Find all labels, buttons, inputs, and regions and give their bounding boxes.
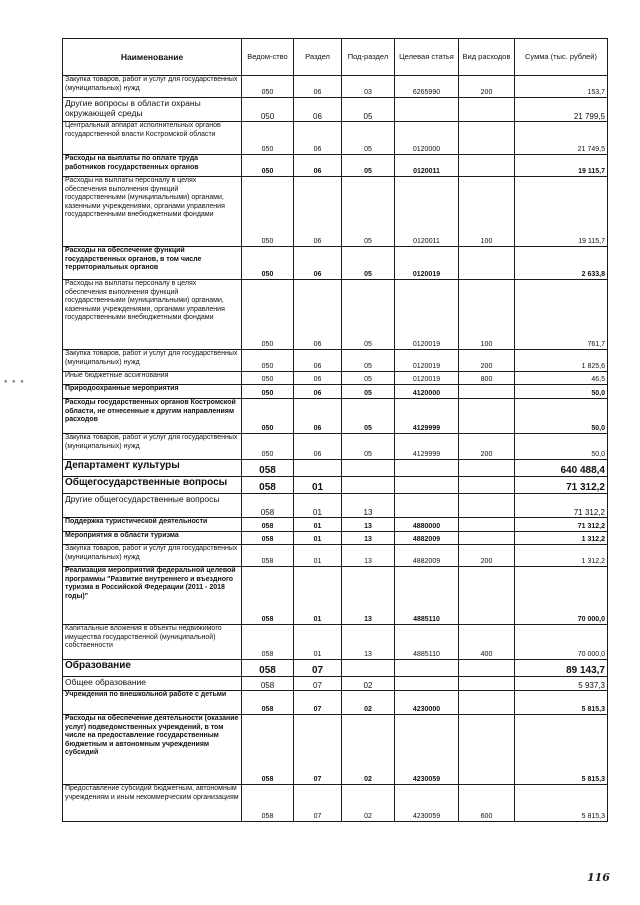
header-podrazdel: Под-раздел <box>342 39 395 76</box>
row-vid <box>459 460 515 477</box>
row-summa: 1 825,6 <box>515 350 608 372</box>
row-summa: 19 115,7 <box>515 177 608 247</box>
row-razdel: 06 <box>294 280 342 350</box>
row-vid <box>459 494 515 518</box>
table-row <box>63 660 608 677</box>
table-row <box>63 155 608 177</box>
row-vid: 100 <box>459 177 515 247</box>
row-name: Закупка товаров, работ и услуг для государственных (муниципальных) нужд <box>63 434 242 460</box>
row-vid <box>459 98 515 122</box>
row-celevaya <box>395 98 459 122</box>
row-podrazdel: 03 <box>342 76 395 98</box>
row-razdel <box>294 460 342 477</box>
row-name: Образование <box>63 660 242 677</box>
page-number-mark: 116 <box>587 871 610 884</box>
row-razdel: 06 <box>294 434 342 460</box>
row-name: Учреждения по внешкольной работе с детьми <box>63 691 242 715</box>
table-row <box>63 385 608 399</box>
row-razdel: 07 <box>294 715 342 785</box>
row-celevaya <box>395 660 459 677</box>
row-vedomstvo: 058 <box>242 625 294 660</box>
row-summa: 70 000,0 <box>515 567 608 625</box>
row-celevaya: 4885110 <box>395 625 459 660</box>
row-razdel: 07 <box>294 785 342 822</box>
row-vid <box>459 677 515 691</box>
row-podrazdel: 05 <box>342 372 395 385</box>
header-vedomstvo: Ведом-ство <box>242 39 294 76</box>
row-razdel: 06 <box>294 177 342 247</box>
row-celevaya: 0120000 <box>395 122 459 155</box>
table-row <box>63 518 608 532</box>
row-vid: 800 <box>459 372 515 385</box>
row-celevaya <box>395 460 459 477</box>
row-summa: 70 000,0 <box>515 625 608 660</box>
header-celevaya: Целевая статья <box>395 39 459 76</box>
table-row <box>63 715 608 785</box>
row-razdel: 01 <box>294 518 342 532</box>
row-podrazdel: 05 <box>342 350 395 372</box>
row-celevaya: 4120000 <box>395 385 459 399</box>
row-name: Департамент культуры <box>63 460 242 477</box>
row-celevaya: 0120019 <box>395 247 459 280</box>
row-vedomstvo: 050 <box>242 155 294 177</box>
row-razdel: 01 <box>294 477 342 494</box>
row-podrazdel: 05 <box>342 434 395 460</box>
row-vid: 600 <box>459 785 515 822</box>
row-podrazdel: 13 <box>342 545 395 567</box>
row-celevaya: 6265990 <box>395 76 459 98</box>
row-vedomstvo: 058 <box>242 477 294 494</box>
row-summa: 5 815,3 <box>515 715 608 785</box>
row-vid <box>459 247 515 280</box>
table-row <box>63 460 608 477</box>
row-name: Общее образование <box>63 677 242 691</box>
row-name: Закупка товаров, работ и услуг для государственных (муниципальных) нужд <box>63 76 242 98</box>
header-razdel: Раздел <box>294 39 342 76</box>
row-razdel: 06 <box>294 399 342 434</box>
row-summa: 5 815,3 <box>515 785 608 822</box>
row-vedomstvo: 050 <box>242 122 294 155</box>
row-vedomstvo: 050 <box>242 247 294 280</box>
row-celevaya: 4880000 <box>395 518 459 532</box>
row-podrazdel: 05 <box>342 177 395 247</box>
row-name: Мероприятия в области туризма <box>63 532 242 545</box>
row-vedomstvo: 050 <box>242 280 294 350</box>
row-vid <box>459 660 515 677</box>
row-vedomstvo: 050 <box>242 372 294 385</box>
row-celevaya: 4230059 <box>395 785 459 822</box>
row-summa: 50,0 <box>515 385 608 399</box>
row-podrazdel: 13 <box>342 532 395 545</box>
row-name: Поддержка туристической деятельности <box>63 518 242 532</box>
row-podrazdel: 05 <box>342 98 395 122</box>
row-vedomstvo: 058 <box>242 660 294 677</box>
row-summa: 21 749,5 <box>515 122 608 155</box>
table-row <box>63 545 608 567</box>
table-row <box>63 434 608 460</box>
row-vedomstvo: 050 <box>242 385 294 399</box>
row-razdel: 06 <box>294 247 342 280</box>
row-name: Природоохранные мероприятия <box>63 385 242 399</box>
row-vedomstvo: 050 <box>242 177 294 247</box>
row-celevaya <box>395 477 459 494</box>
row-name: Иные бюджетные ассигнования <box>63 372 242 385</box>
row-vedomstvo: 058 <box>242 494 294 518</box>
row-vedomstvo: 058 <box>242 532 294 545</box>
row-razdel: 01 <box>294 494 342 518</box>
row-vedomstvo: 058 <box>242 715 294 785</box>
row-podrazdel: 05 <box>342 385 395 399</box>
row-vedomstvo: 050 <box>242 98 294 122</box>
row-celevaya <box>395 494 459 518</box>
row-celevaya: 4882009 <box>395 545 459 567</box>
row-vedomstvo: 058 <box>242 567 294 625</box>
row-podrazdel: 05 <box>342 155 395 177</box>
row-summa: 640 488,4 <box>515 460 608 477</box>
row-summa: 71 312,2 <box>515 518 608 532</box>
row-podrazdel: 13 <box>342 518 395 532</box>
row-vedomstvo: 058 <box>242 518 294 532</box>
row-podrazdel: 02 <box>342 691 395 715</box>
header-vid: Вид расходов <box>459 39 515 76</box>
row-celevaya <box>395 677 459 691</box>
edge-mark: • • • <box>3 378 25 388</box>
row-name: Общегосударственные вопросы <box>63 477 242 494</box>
row-podrazdel <box>342 660 395 677</box>
row-vedomstvo: 050 <box>242 350 294 372</box>
row-name: Другие вопросы в области охраны окружающей среды <box>63 98 242 122</box>
row-summa: 50,0 <box>515 399 608 434</box>
row-vedomstvo: 050 <box>242 76 294 98</box>
row-vid <box>459 518 515 532</box>
table-body <box>63 76 608 822</box>
row-vid <box>459 691 515 715</box>
row-vid <box>459 715 515 785</box>
row-vedomstvo: 058 <box>242 785 294 822</box>
row-vid: 200 <box>459 350 515 372</box>
row-razdel: 01 <box>294 545 342 567</box>
row-summa: 1 312,2 <box>515 532 608 545</box>
table-row <box>63 532 608 545</box>
row-vid <box>459 532 515 545</box>
row-name: Расходы на обеспечение функций государственных органов, в том числе территориальных органов <box>63 247 242 280</box>
row-name: Расходы на обеспечение деятельности (оказание услуг) подведомственных учреждений, в том числе на предоставление государственным бюджетным и автономным учреждениям субсидий <box>63 715 242 785</box>
table-row <box>63 98 608 122</box>
row-razdel: 01 <box>294 567 342 625</box>
row-name: Расходы государственных органов Костромской области, не отнесенные к другим направлениям расходов <box>63 399 242 434</box>
row-summa: 5 937,3 <box>515 677 608 691</box>
table-row <box>63 350 608 372</box>
row-podrazdel: 02 <box>342 677 395 691</box>
row-razdel: 06 <box>294 76 342 98</box>
header-summa: Сумма (тыс. рублей) <box>515 39 608 76</box>
row-celevaya: 4129999 <box>395 434 459 460</box>
row-summa: 71 312,2 <box>515 494 608 518</box>
row-vid: 400 <box>459 625 515 660</box>
row-summa: 761,7 <box>515 280 608 350</box>
table-row <box>63 785 608 822</box>
row-name: Капитальные вложения в объекты недвижимого имущества государственной (муниципальной) собственности <box>63 625 242 660</box>
row-vid <box>459 399 515 434</box>
row-vid <box>459 155 515 177</box>
row-name: Закупка товаров, работ и услуг для государственных (муниципальных) нужд <box>63 545 242 567</box>
row-vedomstvo: 058 <box>242 677 294 691</box>
row-vid: 100 <box>459 280 515 350</box>
row-razdel: 07 <box>294 660 342 677</box>
row-razdel: 06 <box>294 122 342 155</box>
row-summa: 153,7 <box>515 76 608 98</box>
row-razdel: 06 <box>294 385 342 399</box>
table-header-row <box>63 39 608 76</box>
table-row <box>63 372 608 385</box>
row-podrazdel: 05 <box>342 280 395 350</box>
row-podrazdel <box>342 477 395 494</box>
row-celevaya: 0120019 <box>395 372 459 385</box>
row-name: Закупка товаров, работ и услуг для государственных (муниципальных) нужд <box>63 350 242 372</box>
row-vid <box>459 567 515 625</box>
row-vid: 200 <box>459 434 515 460</box>
row-razdel: 06 <box>294 98 342 122</box>
row-podrazdel: 13 <box>342 625 395 660</box>
table-row <box>63 625 608 660</box>
header-name: Наименование <box>63 39 242 76</box>
row-vid: 200 <box>459 76 515 98</box>
row-summa: 19 115,7 <box>515 155 608 177</box>
row-vedomstvo: 058 <box>242 460 294 477</box>
row-celevaya: 4230000 <box>395 691 459 715</box>
table-row <box>63 247 608 280</box>
row-celevaya: 4882009 <box>395 532 459 545</box>
row-podrazdel: 05 <box>342 399 395 434</box>
row-summa: 46,5 <box>515 372 608 385</box>
row-celevaya: 0120011 <box>395 155 459 177</box>
row-summa: 89 143,7 <box>515 660 608 677</box>
row-name: Расходы на выплаты по оплате труда работников государственных органов <box>63 155 242 177</box>
row-vedomstvo: 058 <box>242 545 294 567</box>
table-row <box>63 177 608 247</box>
row-summa: 5 815,3 <box>515 691 608 715</box>
row-razdel: 07 <box>294 677 342 691</box>
row-podrazdel: 02 <box>342 715 395 785</box>
row-celevaya: 4129999 <box>395 399 459 434</box>
row-summa: 71 312,2 <box>515 477 608 494</box>
row-podrazdel: 02 <box>342 785 395 822</box>
row-razdel: 06 <box>294 372 342 385</box>
row-vid <box>459 477 515 494</box>
row-vid <box>459 385 515 399</box>
row-celevaya: 0120011 <box>395 177 459 247</box>
row-razdel: 01 <box>294 625 342 660</box>
row-vedomstvo: 058 <box>242 691 294 715</box>
table-row <box>63 76 608 98</box>
row-podrazdel <box>342 460 395 477</box>
row-vid <box>459 122 515 155</box>
row-razdel: 06 <box>294 350 342 372</box>
row-podrazdel: 13 <box>342 567 395 625</box>
table-row <box>63 122 608 155</box>
row-summa: 1 312,2 <box>515 545 608 567</box>
row-vedomstvo: 050 <box>242 434 294 460</box>
row-razdel: 01 <box>294 532 342 545</box>
table-row <box>63 399 608 434</box>
row-summa: 50,0 <box>515 434 608 460</box>
row-summa: 2 633,8 <box>515 247 608 280</box>
row-vedomstvo: 050 <box>242 399 294 434</box>
row-name: Расходы на выплаты персоналу в целях обеспечения выполнения функций государственными (муниципальными) органами, казенными учреждениями, органами управления государственными внебюджетными фондами <box>63 280 242 350</box>
table-row <box>63 677 608 691</box>
row-razdel: 07 <box>294 691 342 715</box>
row-name: Реализация мероприятий федеральной целевой программы "Развитие внутреннего и въездного туризма в Российской Федерации (2011 - 2018 годы)" <box>63 567 242 625</box>
table-row <box>63 567 608 625</box>
row-celevaya: 4885110 <box>395 567 459 625</box>
row-name: Предоставление субсидий бюджетным, автономным учреждениям и иным некоммерческим организациям <box>63 785 242 822</box>
row-name: Центральный аппарат исполнительных органов государственной власти Костромской области <box>63 122 242 155</box>
row-podrazdel: 13 <box>342 494 395 518</box>
table-row <box>63 494 608 518</box>
budget-sheet <box>62 38 607 822</box>
table-row <box>63 691 608 715</box>
row-celevaya: 0120019 <box>395 350 459 372</box>
row-celevaya: 4230059 <box>395 715 459 785</box>
row-vid: 200 <box>459 545 515 567</box>
row-podrazdel: 05 <box>342 122 395 155</box>
budget-table <box>62 38 608 822</box>
row-razdel: 06 <box>294 155 342 177</box>
row-celevaya: 0120019 <box>395 280 459 350</box>
row-summa: 21 799,5 <box>515 98 608 122</box>
table-row <box>63 477 608 494</box>
row-podrazdel: 05 <box>342 247 395 280</box>
row-name: Другие общегосударственные вопросы <box>63 494 242 518</box>
table-row <box>63 280 608 350</box>
row-name: Расходы на выплаты персоналу в целях обеспечения выполнения функций государственными (муниципальными) органами, казенными учреждениями, органами управления государственными внебюджетными фондами <box>63 177 242 247</box>
